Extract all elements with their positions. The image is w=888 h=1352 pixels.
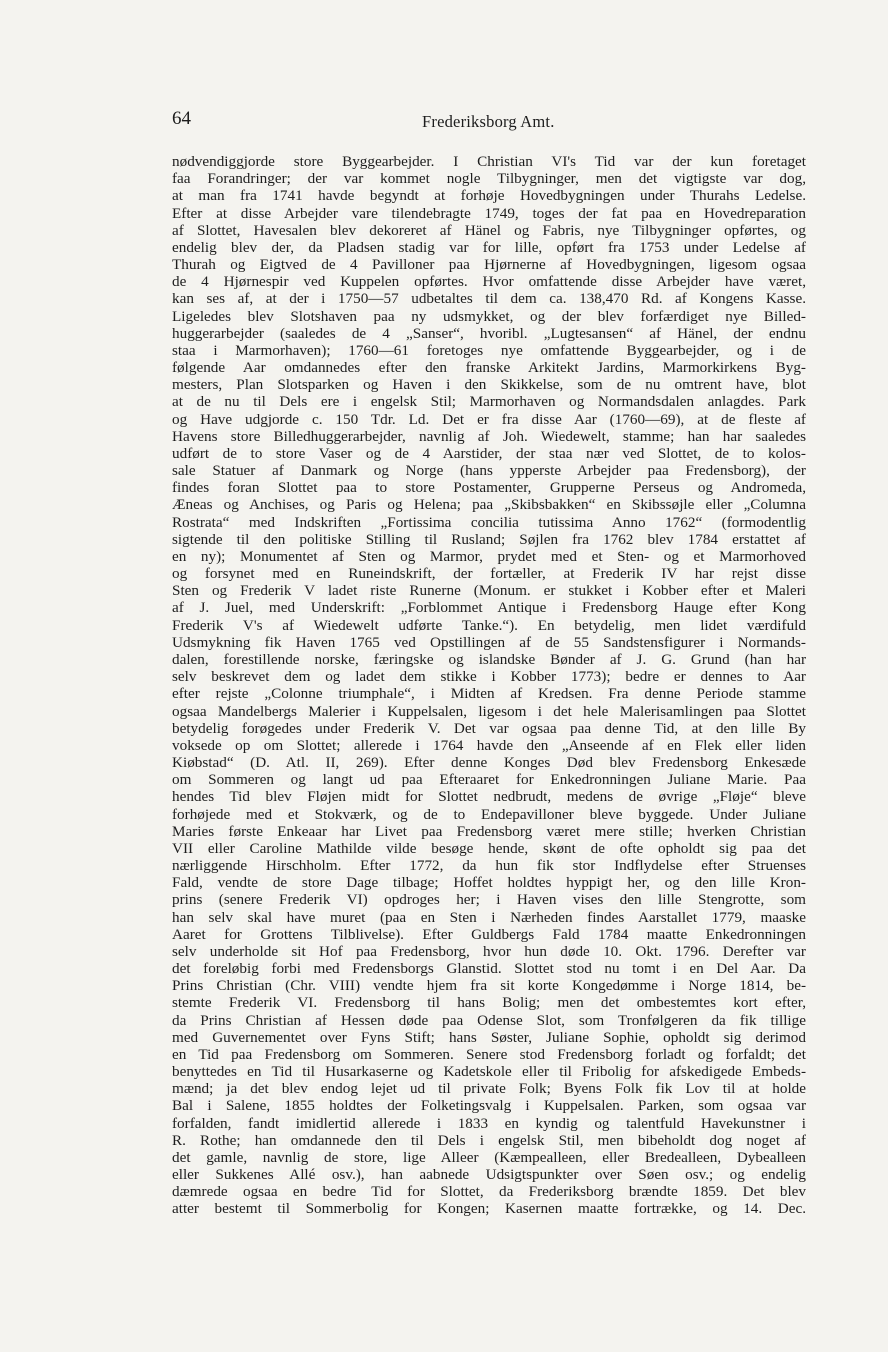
text-line: Rostrata“ med Indskriften „Fortissima concilia tutissima Anno 1762“ (formodentlig <box>172 513 806 531</box>
text-line: en Tid paa Fredensborg om Sommeren. Senere stod Fredensborg forladt og forfaldt; det <box>172 1045 806 1063</box>
text-line: og forsynet med en Runeindskrift, der fortæller, at Frederik IV har rejst disse <box>172 565 806 583</box>
text-line: Prins Christian (Chr. VIII) vendte hjem fra sit korte Kongedømme i Norge 1814, be- <box>172 977 806 995</box>
text-line: sale Statuer af Danmark og Norge (hans ypperste Arbejder paa Fredensborg), der <box>172 462 806 480</box>
text-line: de 4 Hjørnespir ved Kuppelen opførtes. Hvor omfattende disse Arbejder have været, <box>172 273 806 291</box>
text-line: kan ses af, at der i 1750—57 udbetaltes til dem ca. 138,470 Rd. af Kongens Kasse. <box>172 290 806 308</box>
text-line: faa Forandringer; der var kommet nogle Tilbygninger, men det vigtigste var dog, <box>172 170 806 188</box>
text-line: selv beskrevet dem og ladet dem stikke i Kobber 1773); bedre er dennes to Aar <box>172 668 806 686</box>
text-line: Æneas og Anchises, og Paris og Helena; paa „Skibsbakken“ en Skibssøjle eller „Columna <box>172 496 806 514</box>
text-line: efter rejste „Colonne triumphale“, i Midten af Kredsen. Fra denne Periode stamme <box>172 685 806 703</box>
text-line: at de nu til Dels ere i engelsk Stil; Marmorhaven og Normandsdalen anlagdes. Park <box>172 393 806 411</box>
text-line: Bal i Salene, 1855 holdtes der Folketingsvalg i Kuppelsalen. Parken, som ogsaa var <box>172 1097 806 1115</box>
text-line: betydelig forøgedes under Frederik V. Det var ogsaa paa denne Tid, at den lille By <box>172 719 806 737</box>
text-line: Ligeledes blev Slotshaven paa ny udsmykket, og der blev forfærdiget nye Billed- <box>172 307 806 325</box>
text-line: Havens store Billedhuggerarbejder, navnlig af Joh. Wiedewelt, stamme; han har saaledes <box>172 427 806 445</box>
text-line: eller Sukkenes Allé osv.), han aabnede Udsigtspunkter over Søen osv.; og endelig <box>172 1166 806 1184</box>
text-line: at man fra 1741 havde begyndt at forhøje Hovedbygningen under Thurahs Ledelse. <box>172 187 806 205</box>
text-line: mænd; ja det blev endog lejet ud til private Folk; Byens Folk fik Lov til at holde <box>172 1080 806 1098</box>
text-line: det foreløbig forbi med Fredensborgs Glanstid. Slottet stod nu tomt i en Del Aar. Da <box>172 960 806 978</box>
text-line: Aaret for Grottens Tilblivelse). Efter Guldbergs Fald 1784 maatte Enkedronningen <box>172 925 806 943</box>
text-line: Sten og Frederik V ladet riste Runerne (Monum. er stukket i Kobber efter et Maleri <box>172 582 806 600</box>
text-line: mesters, Plan Slotsparken og Haven i den Skikkelse, som de nu omtrent have, blot <box>172 376 806 394</box>
text-line: forfalden, fandt imidlertid allerede i 1833 en kyndig og talentfuld Havekunstner i <box>172 1114 806 1132</box>
text-line: dalen, forestillende norske, færingske og islandske Bønder af J. G. Grund (han har <box>172 650 806 668</box>
text-line: R. Rothe; han omdannede den til Dels i engelsk Stil, men bibeholdt dog noget af <box>172 1131 806 1149</box>
text-line: det gamle, navnlig de store, lige Alleer (Kæmpealleen, eller Bredealleen, Dybealleen <box>172 1148 806 1166</box>
text-line: sigtende til den politiske Stilling til Rusland; Søjlen fra 1762 blev 1784 erstattet af <box>172 530 806 548</box>
text-line: endelig blev der, da Pladsen stadig var for lille, opført fra 1753 under Ledelse af <box>172 238 806 256</box>
text-line: Udsmykning fik Haven 1765 ved Opstillingen af de 55 Sandstensfigurer i Normands- <box>172 633 806 651</box>
text-line: huggerarbejder (saaledes de 4 „Sanser“, hvoribl. „Lugtesansen“ af Hänel, der endnu <box>172 324 806 342</box>
text-line: af J. Juel, med Underskrift: „Forblommet Antique i Fredensborg Hauge efter Kong <box>172 599 806 617</box>
text-line: dæmrede ogsaa en bedre Tid for Slottet, da Frederiksborg brændte 1859. Det blev <box>172 1183 806 1201</box>
text-line: atter bestemt til Sommerbolig for Kongen; Kasernen maatte fortrække, og 14. Dec. <box>172 1200 806 1218</box>
running-title: Frederiksborg Amt. <box>422 112 555 131</box>
text-line: han selv skal have muret (paa en Sten i Nærheden findes Aarstallet 1779, maaske <box>172 908 806 926</box>
text-line: staa i Marmorhaven); 1760—61 foretoges nye omfattende Byggearbejder, og i de <box>172 341 806 359</box>
text-line: udført de to store Vaser og de 4 Aarstider, der staa nær ved Slottet, de to kolos- <box>172 444 806 462</box>
text-line: forhøjede med et Stokværk, og de to Endepavilloner bleve byggede. Under Juliane <box>172 805 806 823</box>
text-line: VII eller Caroline Mathilde vilde besøge hende, skønt de ofte opholdt sig paa det <box>172 839 806 857</box>
text-line: prins (senere Frederik VI) opdroges her; i Haven vises den lille Stengrotte, som <box>172 891 806 909</box>
text-line: selv underholde sit Hof paa Fredensborg, hvor hun døde 10. Okt. 1796. Derefter var <box>172 942 806 960</box>
text-line: af Slottet, Havesalen blev dekoreret af Hänel og Fabris, nye Tilbygninger opførtes, og <box>172 221 806 239</box>
text-line: ogsaa Mandelbergs Malerier i Kuppelsalen, ligesom i det hele Malerisamlingen paa Slottet <box>172 702 806 720</box>
text-line: nærliggende Hirschholm. Efter 1772, da hun fik stor Indflydelse efter Struenses <box>172 857 806 875</box>
text-line: stemte Frederik VI. Fredensborg til hans Bolig; men det ombestemtes kort efter, <box>172 994 806 1012</box>
text-line: da Prins Christian af Hessen døde paa Odense Slot, som Tronfølgeren da fik tillige <box>172 1011 806 1029</box>
text-line: Kiøbstad“ (D. Atl. II, 269). Efter denne Konges Død blev Fredensborg Enkesæde <box>172 754 806 772</box>
text-line: følgende Aar omdannedes efter den franske Arkitekt Jardins, Marmorkirkens Byg- <box>172 359 806 377</box>
page-header <box>172 108 806 134</box>
text-line: Thurah og Eigtved de 4 Pavilloner paa Hjørnerne af Hovedbygningen, ligesom ogsaa <box>172 256 806 274</box>
text-line: Fald, vendte de store Dage tilbage; Hoffet holdtes hyppigt her, og den lille Kron- <box>172 874 806 892</box>
text-line: Maries første Enkeaar har Livet paa Fredensborg været mere stille; hverken Christian <box>172 822 806 840</box>
text-line: med Guvernementet over Fyns Stift; hans Søster, Juliane Sophie, opholdt sig derimod <box>172 1028 806 1046</box>
page-number: 64 <box>172 108 191 129</box>
text-line: Efter at disse Arbejder vare tilendebragte 1749, toges der fat paa en Hovedreparation <box>172 204 806 222</box>
text-line: Frederik V's af Wiedewelt udførte Tanke.“). En betydelig, men lidet værdifuld <box>172 616 806 634</box>
text-line: hendes Tid blev Fløjen midt for Slottet nedbrudt, medens de øvrige „Fløje“ bleve <box>172 788 806 806</box>
text-line: voksede op om Slottet; allerede i 1764 havde den „Anseende af en Flek eller liden <box>172 736 806 754</box>
body-text <box>172 153 806 1218</box>
text-line: nødvendiggjorde store Byggearbejder. I Christian VI's Tid var der kun foretaget <box>172 153 806 170</box>
text-line: og Have udgjorde c. 150 Tdr. Ld. Det er fra disse Aar (1760—69), at de fleste af <box>172 410 806 428</box>
text-line: en ny); Monumentet af Sten og Marmor, prydet med et Sten- og et Marmorhoved <box>172 547 806 565</box>
text-line: findes foran Slottet paa to store Postamenter, Grupperne Perseus og Andromeda, <box>172 479 806 497</box>
text-line: benyttedes en Tid til Husarkaserne og Kadetskole eller til Fribolig for afskedigede Embeds- <box>172 1063 806 1081</box>
text-line: om Sommeren og langt ud paa Efteraaret for Enkedronningen Juliane Marie. Paa <box>172 771 806 789</box>
